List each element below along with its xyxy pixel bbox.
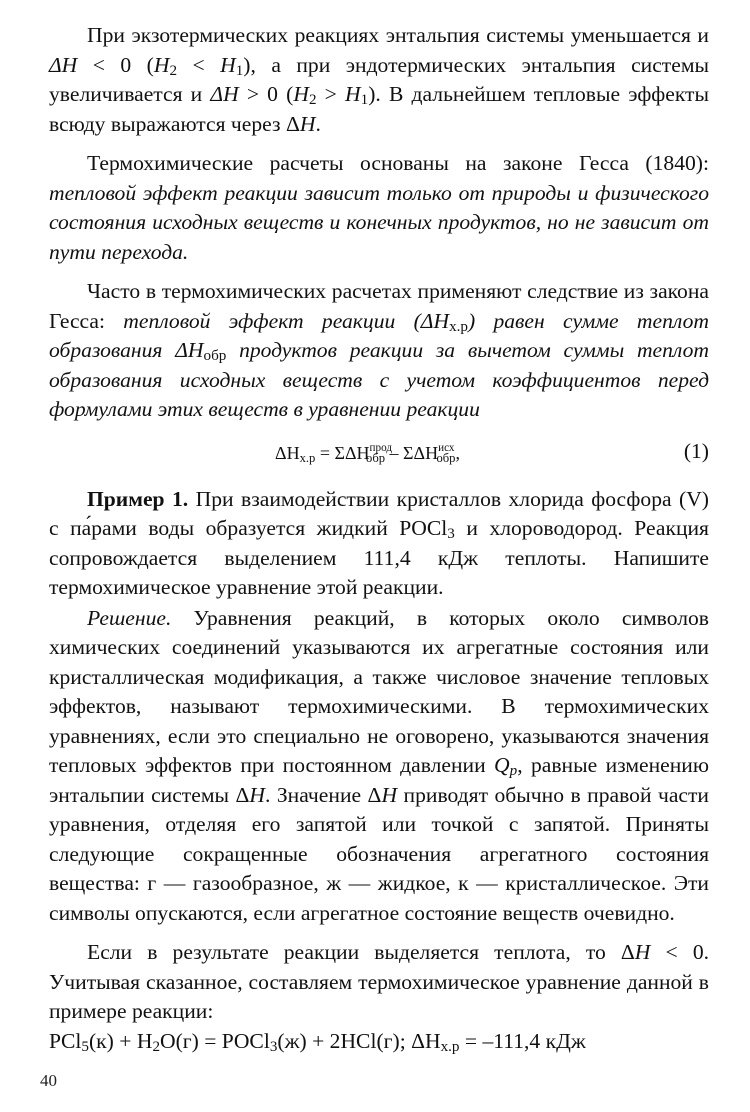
formula-number: (1) bbox=[683, 438, 709, 463]
formula-1 bbox=[49, 431, 709, 475]
thermochemical-equation: $PCl_5(к) + H_2O(г)$ = POCl$_3$(ж) + 2HCl(г); $\Delta H_{х.р} = -111,4$ кДж bbox=[49, 1028, 586, 1055]
page-body bbox=[49, 20, 709, 1056]
formula-expression: $\Delta H_{х.р} = \Sigma\Delta H^{прод}_{обр} - \Sigma\Delta H^{исх}_{обр}$, bbox=[275, 441, 460, 465]
paragraph-hess-corollary: Часто в термохимических расчетах применяют следствие из закона Гесса: тепловой эффект реакции $(\Delta H_{х.р})$ равен сумме теплот образования $\Delta H_{обр}$ продуктов реакции за вычетом суммы теплот образования исходных веществ с учетом коэффициентов перед формулами этих веществ в уравнении реакции bbox=[49, 279, 709, 421]
paragraph-solution: Решение. Уравнения реакций, в которых около символов химических соединений указываются их агрегатные состояния или кристаллическая модификация, а также числовое значение тепловых эффектов, называют термохимическими. В термохимических уравнениях, если это специально не оговорено, указываются значения тепловых эффектов при постоянном давлении $Q_p$, равные изменению энтальпии системы ΔH. Значение ΔH приводят обычно в правой части уравнения, отделяя его запятой или точкой с запятой. Приняты следующие сокращенные обозначения агрегатного состояния вещества: г — газообразное, ж — жидкое, к — кристаллическое. Эти символы опускаются, если агрегатное состояние веществ очевидно. bbox=[49, 605, 709, 925]
page-number: 40 bbox=[40, 1071, 57, 1090]
paragraph-exothermic: При экзотермических реакциях энтальпия системы уменьшается и ΔH < 0 $(H_2 < H_1)$, а при эндотермических энтальпия системы увеличивается и ΔH > 0 $(H_2 > H_1)$. В дальнейшем тепловые эффекты всюду выражаются через ΔH. bbox=[49, 23, 709, 136]
paragraph-hess-law: Термохимические расчеты основаны на законе Гесса (1840): тепловой эффект реакции зависит только от природы и физического состояния исходных веществ и конечных продуктов, но не зависит от пути перехода. bbox=[49, 151, 709, 264]
paragraph-example-1: Пример 1. При взаимодействии кристаллов хлорида фосфора (V) с па́рами воды образуется жидкий POCl$_3$ и хлороводород. Реакция сопровождается выделением 111,4 кДж теплоты. Напишите термохимическое уравнение этой реакции. bbox=[49, 486, 709, 599]
paragraph-conclusion: Если в результате реакции выделяется теплота, то ΔH < 0. Учитывая сказанное, составляем термохимическое уравнение данной в примере реакции: bbox=[49, 940, 710, 1023]
